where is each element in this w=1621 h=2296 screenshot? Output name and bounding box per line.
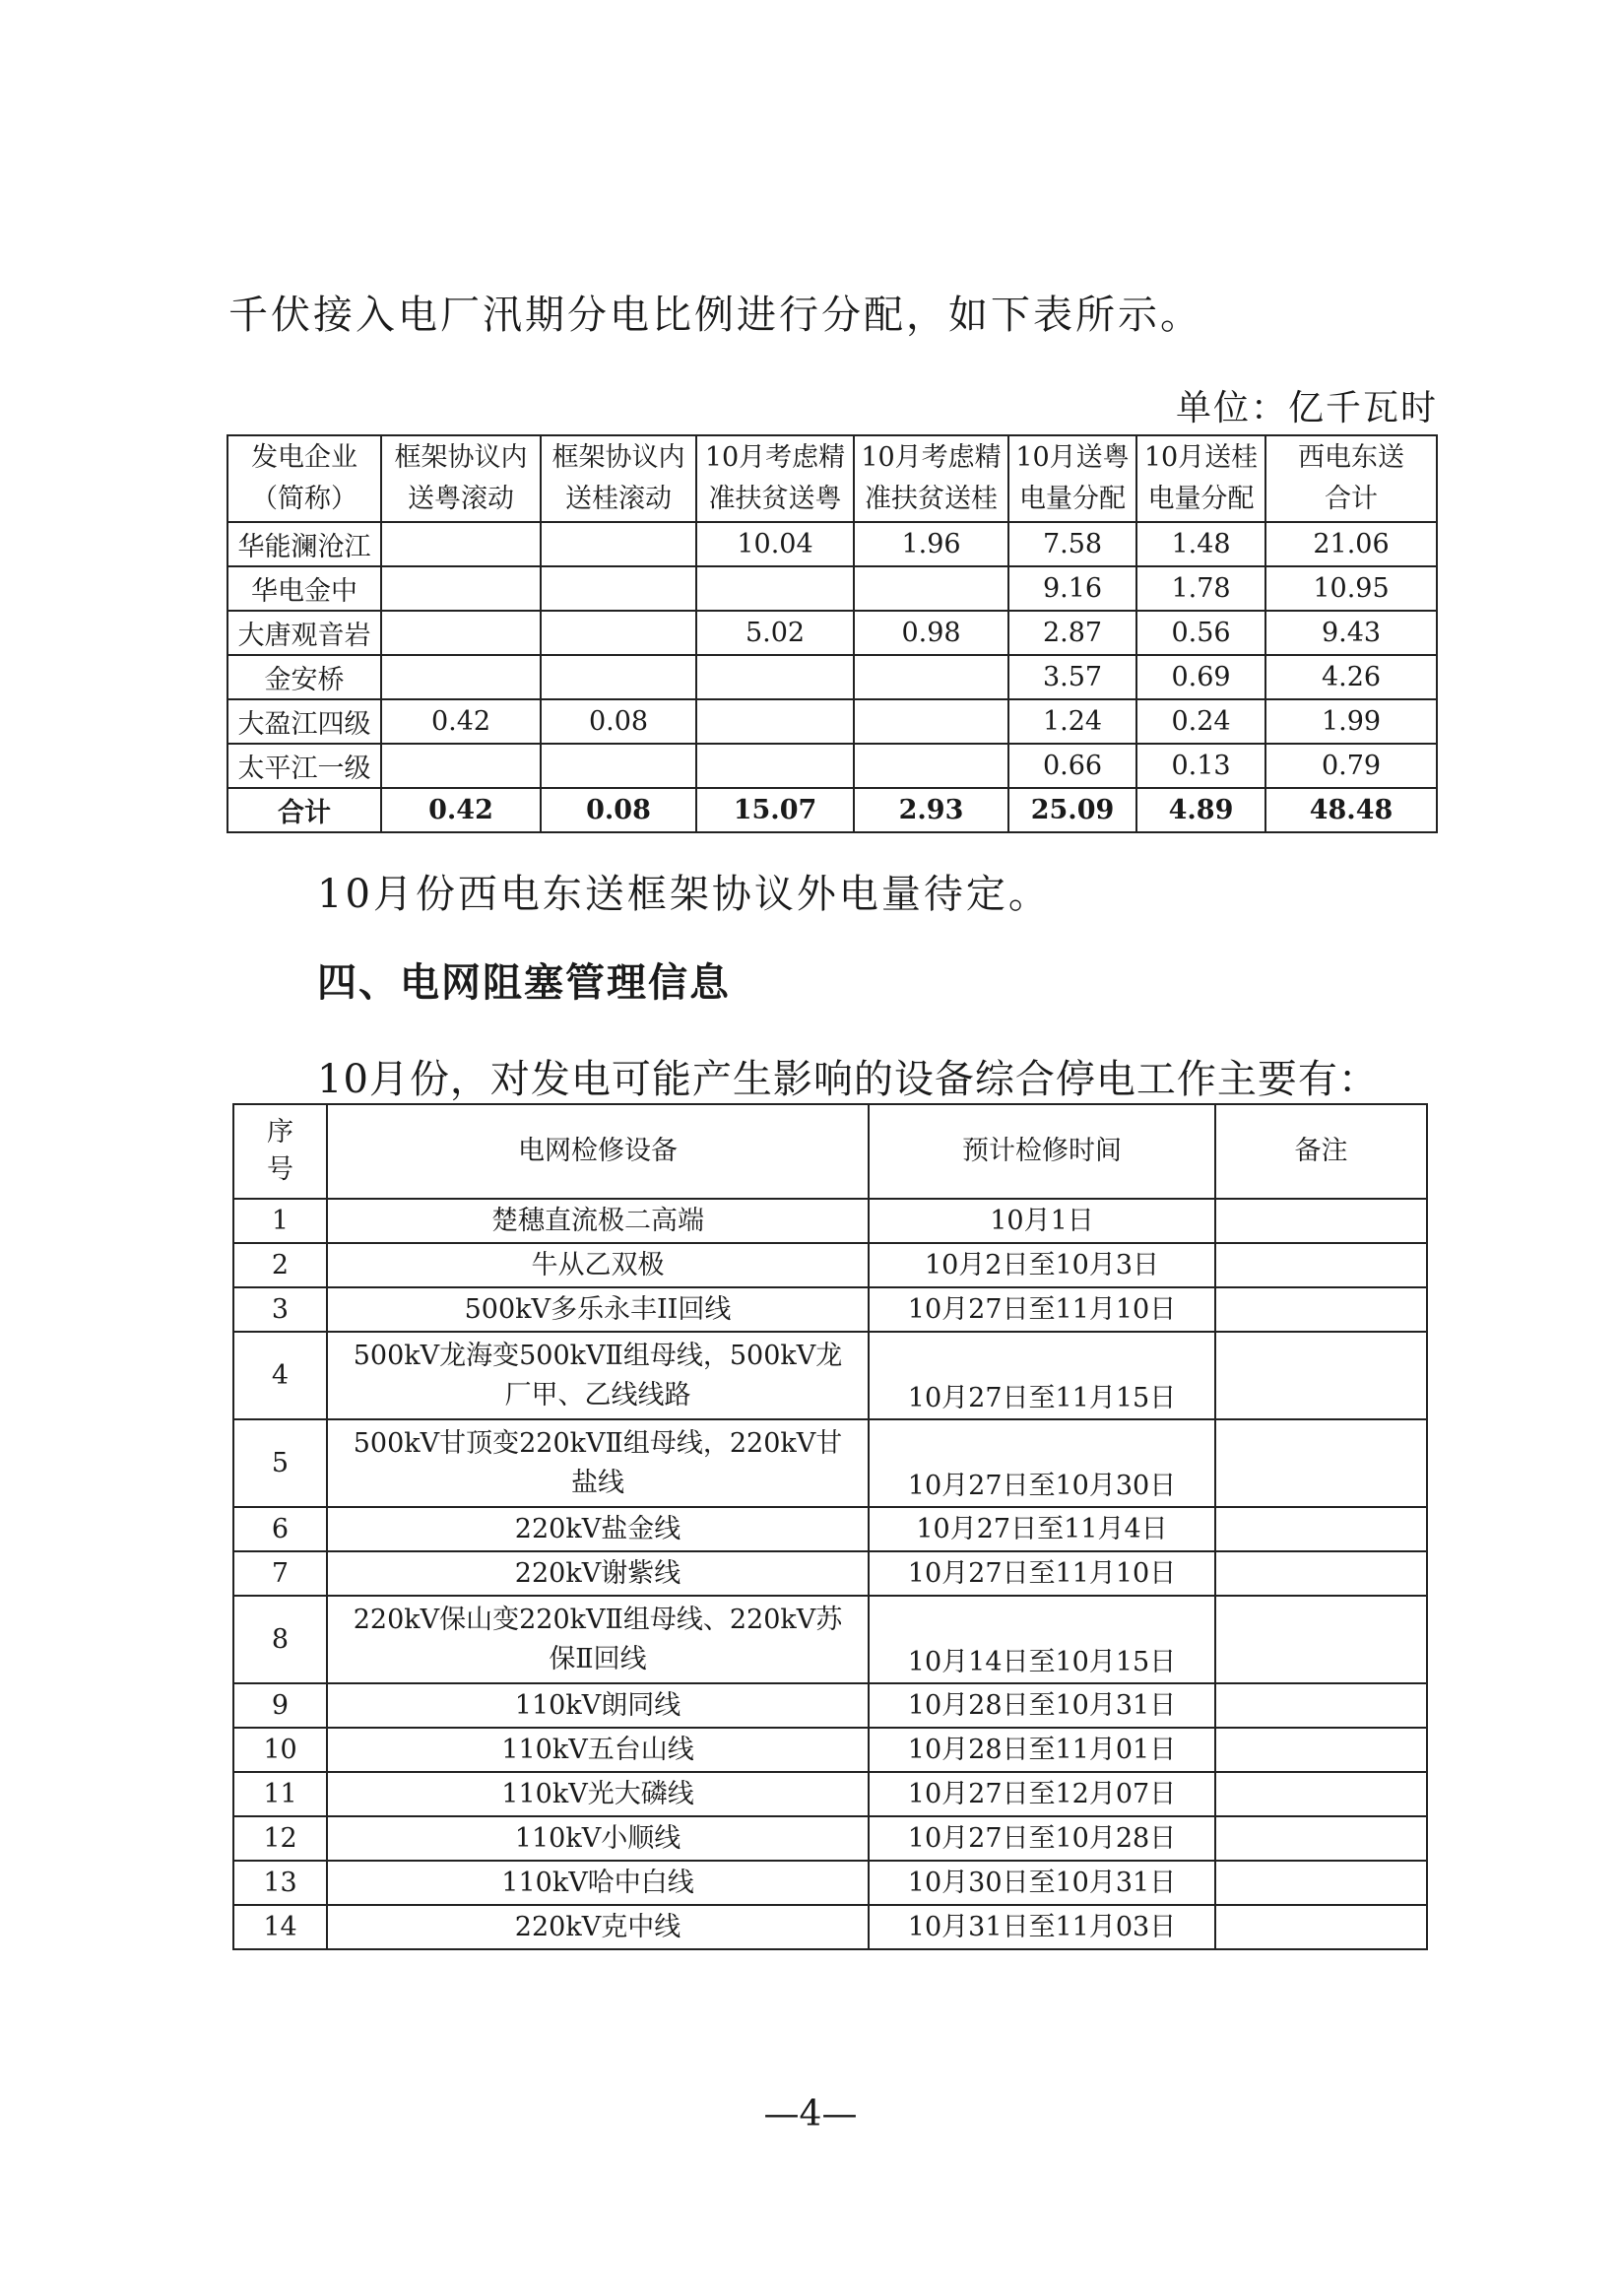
column-header-line: 框架协议内 [394,442,528,473]
column-header-line: 准扶贫送粤 [708,484,842,514]
table-row [233,1596,1427,1683]
value-cell [854,744,1008,788]
outage-header-row [233,1104,1427,1199]
value-cell: 0.79 [1265,744,1437,788]
column-header: 预计检修时间 [869,1104,1215,1199]
note-cell [1215,1199,1427,1243]
column-header: 电网检修设备 [327,1104,869,1199]
note-cell [1215,1861,1427,1905]
value-cell [541,566,696,611]
table-row [233,1905,1427,1949]
outage-intro-paragraph: 10月份，对发电可能产生影响的设备综合停电工作主要有： [317,1057,1379,1102]
total-value: 25.09 [1008,788,1136,832]
column-header-line: 西电东送 [1298,442,1404,473]
column-header-line: 序 [267,1117,293,1148]
note-cell [1215,1728,1427,1772]
table-row [233,1728,1427,1772]
column-header [1008,435,1136,522]
value-cell: 9.43 [1265,611,1437,655]
column-header-line: 10月考虑精 [704,442,846,473]
value-cell: 0.69 [1136,655,1265,699]
note-cell [1215,1551,1427,1596]
column-header-line: 准扶贫送桂 [865,484,998,514]
value-cell: 0.66 [1008,744,1136,788]
value-cell [381,522,541,566]
row-number: 1 [233,1199,327,1243]
column-header [227,435,381,522]
time-cell: 10月27日至11月10日 [869,1551,1215,1596]
company-name: 大盈江四级 [227,699,381,744]
column-header-line: 10月考虑精 [861,442,1002,473]
outage-schedule-table [232,1103,1428,1950]
row-number: 7 [233,1551,327,1596]
value-cell [854,566,1008,611]
table-row [233,1199,1427,1243]
device-cell [327,1772,869,1816]
note-cell [1215,1772,1427,1816]
table-row [227,655,1437,699]
row-number: 13 [233,1861,327,1905]
table-row [227,744,1437,788]
column-header [541,435,696,522]
device-line: 500kV甘顶变220kVⅡ组母线，220kV甘 [353,1427,843,1459]
value-cell: 1.78 [1136,566,1265,611]
device-cell [327,1861,869,1905]
row-number: 11 [233,1772,327,1816]
table-row [233,1816,1427,1861]
value-cell: 21.06 [1265,522,1437,566]
value-cell [696,566,854,611]
device-line: 500kV多乐永丰II回线 [464,1293,732,1325]
value-cell: 1.48 [1136,522,1265,566]
note-cell [1215,1905,1427,1949]
total-label: 合计 [227,788,381,832]
column-header-line: 送桂滚动 [565,484,672,514]
device-line: 保Ⅱ回线 [549,1643,647,1674]
value-cell [541,611,696,655]
company-name: 太平江一级 [227,744,381,788]
note-cell [1215,1596,1427,1683]
table-row [227,699,1437,744]
total-value: 4.89 [1136,788,1265,832]
row-number: 10 [233,1728,327,1772]
table-row [227,566,1437,611]
time-cell: 10月30日至10月31日 [869,1861,1215,1905]
pending-paragraph: 10月份西电东送框架协议外电量待定。 [317,872,1051,917]
row-number: 14 [233,1905,327,1949]
time-cell: 10月27日至11月10日 [869,1287,1215,1332]
device-line: 220kV保山变220kVⅡ组母线、220kV苏 [353,1604,843,1635]
value-cell: 1.24 [1008,699,1136,744]
total-row [227,788,1437,832]
column-header [233,1104,327,1199]
total-value: 15.07 [696,788,854,832]
device-cell [327,1551,869,1596]
value-cell [696,655,854,699]
column-header-line: 电量分配 [1019,484,1126,514]
device-cell [327,1287,869,1332]
value-cell [381,744,541,788]
column-header-line: 10月送桂 [1143,442,1259,473]
total-value: 0.42 [381,788,541,832]
value-cell [696,699,854,744]
table-row [227,522,1437,566]
device-line: 220kV克中线 [514,1911,681,1942]
device-cell [327,1816,869,1861]
time-cell: 10月31日至11月03日 [869,1905,1215,1949]
table-row [227,611,1437,655]
value-cell: 0.98 [854,611,1008,655]
table-row [233,1551,1427,1596]
device-line: 牛从乙双极 [531,1249,665,1280]
value-cell: 0.42 [381,699,541,744]
time-cell: 10月27日至10月30日 [869,1419,1215,1507]
company-name: 金安桥 [227,655,381,699]
power-allocation-table [227,434,1438,833]
note-cell [1215,1419,1427,1507]
value-cell: 0.13 [1136,744,1265,788]
row-number: 4 [233,1332,327,1419]
total-value: 48.48 [1265,788,1437,832]
device-cell [327,1332,869,1419]
value-cell: 1.96 [854,522,1008,566]
page-number: —4— [763,2094,858,2134]
column-header-line: 合计 [1325,484,1378,514]
row-number: 6 [233,1507,327,1551]
device-cell [327,1683,869,1728]
value-cell [541,655,696,699]
column-header [1265,435,1437,522]
value-cell [381,611,541,655]
time-cell: 10月28日至11月01日 [869,1728,1215,1772]
value-cell: 0.56 [1136,611,1265,655]
value-cell: 4.26 [1265,655,1437,699]
table-row [233,1287,1427,1332]
device-cell [327,1419,869,1507]
value-cell [854,699,1008,744]
value-cell [541,522,696,566]
table-row [233,1243,1427,1287]
column-header [854,435,1008,522]
value-cell [381,566,541,611]
note-cell [1215,1332,1427,1419]
column-header-line: 电量分配 [1147,484,1255,514]
time-cell: 10月28日至10月31日 [869,1683,1215,1728]
time-cell: 10月2日至10月3日 [869,1243,1215,1287]
column-header-line: 送粤滚动 [408,484,514,514]
device-cell [327,1728,869,1772]
value-cell: 7.58 [1008,522,1136,566]
table-row [233,1683,1427,1728]
company-name: 华能澜沧江 [227,522,381,566]
device-cell [327,1507,869,1551]
device-cell [327,1199,869,1243]
value-cell [541,744,696,788]
row-number: 3 [233,1287,327,1332]
device-cell [327,1596,869,1683]
device-cell [327,1905,869,1949]
row-number: 2 [233,1243,327,1287]
value-cell: 9.16 [1008,566,1136,611]
column-header-line: 发电企业 [251,442,357,473]
column-header: 备注 [1215,1104,1427,1199]
company-name: 华电金中 [227,566,381,611]
time-cell: 10月1日 [869,1199,1215,1243]
value-cell: 5.02 [696,611,854,655]
table-row [233,1507,1427,1551]
note-cell [1215,1683,1427,1728]
value-cell: 1.99 [1265,699,1437,744]
table-row [233,1332,1427,1419]
row-number: 9 [233,1683,327,1728]
table-row [233,1419,1427,1507]
value-cell: 0.08 [541,699,696,744]
device-line: 110kV光大磷线 [501,1778,694,1809]
company-name: 大唐观音岩 [227,611,381,655]
value-cell [696,744,854,788]
device-cell [327,1243,869,1287]
time-cell: 10月14日至10月15日 [869,1596,1215,1683]
device-line: 110kV小顺线 [514,1822,681,1854]
note-cell [1215,1816,1427,1861]
unit-label: 单位：亿千瓦时 [1175,388,1438,428]
total-value: 2.93 [854,788,1008,832]
value-cell: 10.95 [1265,566,1437,611]
table-row [233,1861,1427,1905]
value-cell: 0.24 [1136,699,1265,744]
value-cell [381,655,541,699]
device-line: 500kV龙海变500kVⅡ组母线，500kV龙 [353,1340,843,1371]
column-header-line: （简称） [251,484,357,514]
value-cell [854,655,1008,699]
time-cell: 10月27日至11月15日 [869,1332,1215,1419]
note-cell [1215,1507,1427,1551]
column-header [696,435,854,522]
time-cell: 10月27日至12月07日 [869,1772,1215,1816]
device-line: 110kV五台山线 [501,1734,694,1765]
device-line: 110kV哈中白线 [501,1867,694,1898]
device-line: 220kV盐金线 [514,1513,681,1544]
column-header-line: 号 [267,1154,293,1185]
time-cell: 10月27日至11月4日 [869,1507,1215,1551]
row-number: 8 [233,1596,327,1683]
allocation-header-row [227,435,1437,522]
column-header-line: 10月送粤 [1015,442,1130,473]
device-line: 220kV谢紫线 [514,1557,681,1589]
section-heading: 四、电网阻塞管理信息 [317,960,731,1006]
table-row [233,1772,1427,1816]
row-number: 5 [233,1419,327,1507]
column-header [1136,435,1265,522]
value-cell: 2.87 [1008,611,1136,655]
row-number: 12 [233,1816,327,1861]
column-header [381,435,541,522]
device-line: 盐线 [571,1467,624,1498]
note-cell [1215,1243,1427,1287]
column-header-line: 框架协议内 [551,442,685,473]
total-value: 0.08 [541,788,696,832]
time-cell: 10月27日至10月28日 [869,1816,1215,1861]
device-line: 110kV朗同线 [514,1689,681,1721]
value-cell: 3.57 [1008,655,1136,699]
device-line: 厂甲、乙线线路 [504,1379,691,1410]
value-cell: 10.04 [696,522,854,566]
note-cell [1215,1287,1427,1332]
intro-paragraph: 千伏接入电厂汛期分电比例进行分配，如下表所示。 [228,293,1202,338]
device-line: 楚穗直流极二高端 [491,1205,704,1236]
